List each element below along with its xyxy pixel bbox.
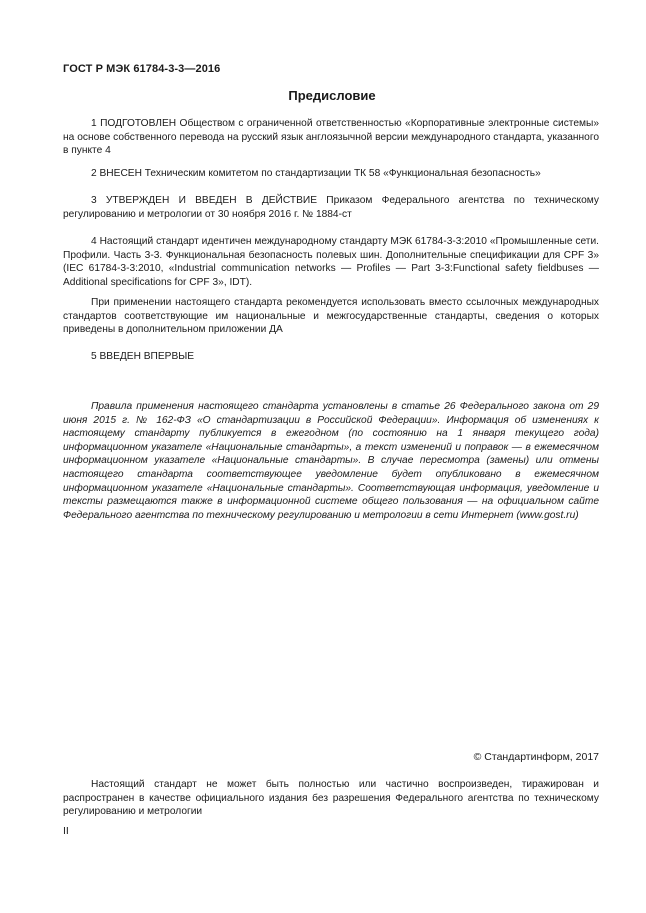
paragraph-item-2: 2 ВНЕСЕН Техническим комитетом по стандартизации ТК 58 «Функциональная безопасность» xyxy=(91,168,541,179)
paragraph-item-4: 4 Настоящий стандарт идентичен международному стандарту МЭК 61784-3-3:2010 «Промышленные сети. Профили. Часть 3-3. Функциональная безопасность полевых шин. Дополнительные спецификации для CPF 3» (IEC 61784-3-3:2010, «Industrial communication networks — Profiles — Part 3-3:Functional safety fieldbuses — Additional specifications for CPF 3», IDT). xyxy=(63,236,599,288)
paragraph-item-5: 5 ВВЕДЕН ВПЕРВЫЕ xyxy=(91,351,195,362)
application-rules-notice: Правила применения настоящего стандарта установлены в статье 26 Федерального закона от 29 июня 2015 г. № 162-ФЗ «О стандартизации в Российской Федерации». Информация об изменениях к настоящему стандарту публикуется в ежегодном (по состоянию на 1 января текущего года) информационном указателе «Национальные стандарты», а текст изменений и поправок — в ежемесячном информационном указателе «Национальные стандарты». В случае пересмотра (замены) или отмены настоящего стандарта соответствующее уведомление будет опубликовано в ежемесячном информационном указателе «Национальные стандарты». Соответствующая информация, уведомление и тексты размещаются также в информационной системе общего пользования — на официальном сайте Федерального агентства по техническому регулированию и метрологии в сети Интернет (www.gost.ru) xyxy=(63,401,599,521)
paragraph-references-note: При применении настоящего стандарта рекомендуется использовать вместо ссылочных международных стандартов соответствующие им национальные и межгосударственные стандарты, сведения о которых приведены в дополнительном приложении ДА xyxy=(63,297,599,336)
document-code-header: ГОСТ Р МЭК 61784-3-3—2016 xyxy=(63,63,221,75)
page-title: Предисловие xyxy=(288,88,376,103)
paragraph-item-1: 1 ПОДГОТОВЛЕН Обществом с ограниченной ответственностью «Корпоративные электронные системы» на основе собственного перевода на русский язык англоязычной версии международного стандарта, указанного в пункте 4 xyxy=(63,118,599,157)
copyright-line: © Стандартинформ, 2017 xyxy=(473,751,599,763)
reproduction-restriction-note: Настоящий стандарт не может быть полностью или частично воспроизведен, тиражирован и распространен в качестве официального издания без разрешения Федерального агентства по техническому регулированию и метрологии xyxy=(63,779,599,818)
page-number: II xyxy=(63,825,69,837)
paragraph-item-3: 3 УТВЕРЖДЕН И ВВЕДЕН В ДЕЙСТВИЕ Приказом Федерального агентства по техническому регулированию и метрологии от 30 ноября 2016 г. № 1884-ст xyxy=(63,195,599,220)
